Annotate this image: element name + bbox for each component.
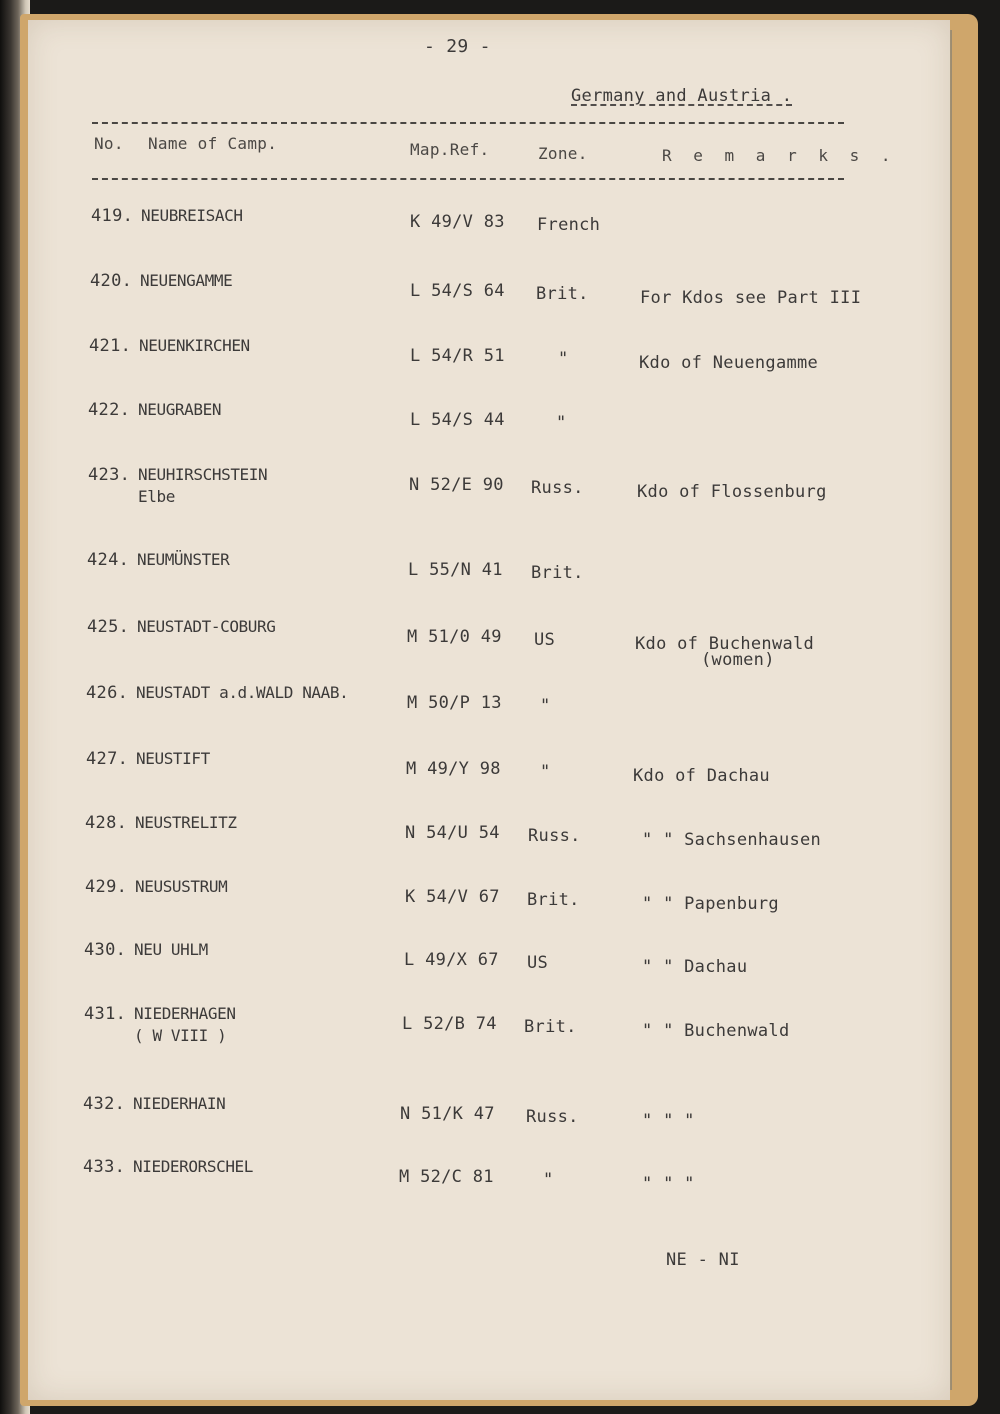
camp-name: NEUSTIFT [136,749,210,768]
row-number: 424. [87,550,130,570]
camp-name: NEUSTADT a.d.WALD NAAB. [136,683,349,702]
row-number: 423. [88,465,131,485]
header-top-rule [92,122,844,124]
header-remarks: R e m a r k s . [662,146,897,165]
camp-name: NEU UHLM [134,940,208,959]
zone: " [556,413,567,433]
header-name: Name of Camp. [148,134,278,153]
zone: " [558,349,569,369]
row-number: 419. [91,206,134,226]
remarks: " " Buchenwald [642,1021,790,1041]
remarks: " " Papenburg [642,894,779,914]
row-number: 430. [84,940,127,960]
zone: Russ. [526,1107,579,1127]
map-reference: L 54/R 51 [410,346,505,366]
zone: Brit. [527,890,580,910]
camp-name: NEUBREISACH [141,206,243,225]
page-footer-code: NE - NI [666,1250,740,1270]
page-number: - 29 - [424,36,491,57]
row-number: 422. [88,400,131,420]
map-reference: N 54/U 54 [405,823,500,843]
header-no: No. [94,134,124,153]
remarks-line2: (women) [701,650,775,670]
row-number: 431. [84,1004,127,1024]
camp-name: NEUMÜNSTER [137,550,230,569]
remarks: Kdo of Neuengamme [639,353,819,373]
header-map-ref: Map.Ref. [410,140,490,159]
remarks: " " " [642,1174,695,1194]
section-title: Germany and Austria . [571,86,793,106]
camp-name-line2: Elbe [138,487,175,506]
map-reference: M 50/P 13 [407,693,502,713]
map-reference: N 52/E 90 [409,475,504,495]
map-reference: L 54/S 44 [410,410,505,430]
row-number: 420. [90,271,133,291]
zone: Brit. [536,284,589,304]
row-number: 428. [85,813,128,833]
zone: Russ. [531,478,584,498]
row-number: 429. [85,877,128,897]
remarks: " " Sachsenhausen [642,830,822,850]
camp-name: NEUSUSTRUM [135,877,228,896]
row-number: 433. [83,1157,126,1177]
zone: " [540,696,551,716]
zone: Russ. [528,826,581,846]
zone: " [543,1170,554,1190]
map-reference: L 55/N 41 [408,560,503,580]
camp-name-line2: ( W VIII ) [134,1026,227,1045]
remarks: " " " [642,1111,695,1131]
map-reference: M 51/0 49 [407,627,502,647]
zone: Brit. [531,563,584,583]
camp-name: NIEDERORSCHEL [133,1157,254,1176]
remarks: " " Dachau [642,957,748,977]
camp-name: NEUENGAMME [140,271,233,290]
map-reference: M 52/C 81 [399,1167,494,1187]
camp-name: NEUHIRSCHSTEIN [138,465,268,484]
row-number: 432. [83,1094,126,1114]
remarks: For Kdos see Part III [640,288,862,308]
header-zone: Zone. [538,144,588,163]
row-number: 426. [86,683,129,703]
map-reference: L 52/B 74 [402,1014,497,1034]
zone: " [540,762,551,782]
map-reference: L 54/S 64 [410,281,505,301]
row-number: 421. [89,336,132,356]
map-reference: M 49/Y 98 [406,759,501,779]
row-number: 425. [87,617,130,637]
camp-name: NIEDERHAIN [133,1094,226,1113]
header-bottom-rule [92,178,844,180]
camp-name: NEUSTRELITZ [135,813,237,832]
document-page [28,20,950,1400]
zone: Brit. [524,1017,577,1037]
zone: French [537,215,601,235]
remarks: Kdo of Buchenwald [635,634,815,654]
map-reference: K 54/V 67 [405,887,500,907]
remarks: Kdo of Flossenburg [637,482,827,502]
remarks: Kdo of Dachau [633,766,770,786]
row-number: 427. [86,749,129,769]
map-reference: N 51/K 47 [400,1104,495,1124]
camp-name: NIEDERHAGEN [134,1004,236,1023]
map-reference: K 49/V 83 [410,212,505,232]
camp-name: NEUENKIRCHEN [139,336,250,355]
map-reference: L 49/X 67 [404,950,499,970]
zone: US [527,953,549,973]
camp-name: NEUSTADT-COBURG [137,617,276,636]
camp-name: NEUGRABEN [138,400,222,419]
zone: US [534,630,556,650]
